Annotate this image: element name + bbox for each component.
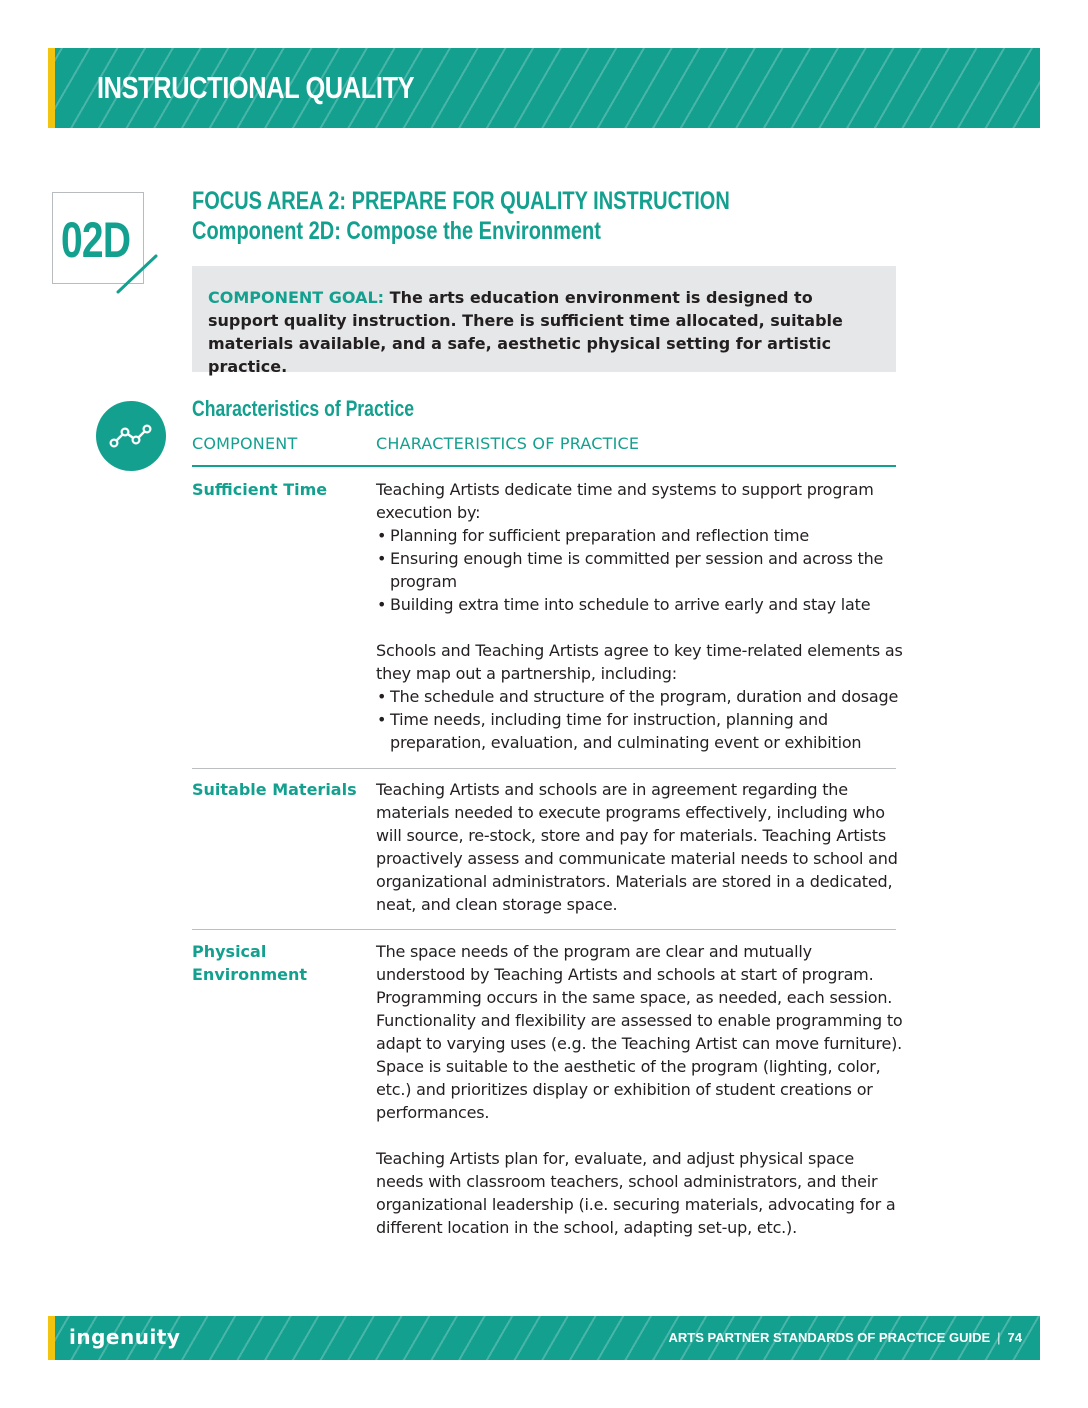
row-body-physical-environment [376,940,904,1239]
practice-bullet: • Building extra time into schedule to arrive early and stay late [376,593,904,616]
row-body-suitable-materials [376,778,904,916]
column-header-characteristics: CHARACTERISTICS OF PRACTICE [376,434,640,453]
ingenuity-logo: ingenuity [69,1325,181,1349]
practice-bullet: • Planning for sufficient preparation and reflection time [376,524,904,547]
practice-bullet-list [376,685,904,754]
header-band [48,48,1040,128]
section-title: INSTRUCTIONAL QUALITY [97,70,415,105]
component-goal-text: The arts education environment is designed to support quality instruction. There is sufficient time allocated, suitable materials available, and a safe, aesthetic physical setting for artistic practice. [208,288,843,376]
footer-separator: | [997,1330,1001,1345]
badge-slash-decoration [116,254,160,294]
footer-band [48,1316,1040,1360]
practice-paragraph: Teaching Artists and schools are in agreement regarding the materials needed to execute programs effectively, including who will source, re-stock, store and pay for materials. Teaching Artists proactively assess and communicate material needs to school and organizational administrators. Materials are stored in a dedicated, neat, and clean storage space. [376,780,898,914]
component-title: Component 2D: Compose the Environment [192,217,601,245]
table-header-rule [192,465,896,467]
practice-bullet-list [376,524,904,616]
page-number: 74 [1007,1330,1022,1345]
row-label-line: Environment [192,965,308,984]
component-goal-label: COMPONENT GOAL: [208,288,385,307]
practice-paragraph: Teaching Artists plan for, evaluate, and adjust physical space needs with classroom teachers, school administrators, and their organizational leadership (i.e. securing materials, advocating for a different location in the school, adapting set-up, etc.). [376,1149,896,1237]
row-label-line: Physical [192,942,267,961]
component-code: 02D [61,212,131,268]
row-divider [192,768,896,769]
footer-guide-info [669,1330,1023,1345]
focus-area-title: FOCUS AREA 2: PREPARE FOR QUALITY INSTRUCTION [192,187,730,215]
practice-block [376,639,904,754]
column-header-component: COMPONENT [192,434,298,453]
practice-bullet: • Time needs, including time for instruction, planning and preparation, evaluation, and culminating event or exhibition [376,708,904,754]
practice-paragraph: The space needs of the program are clear and mutually understood by Teaching Artists and schools at start of program. Programming occurs in the same space, as needed, each session. Functionality and flexibility are assessed to enable programming to adapt to varying uses (e.g. the Teaching Artist can move furniture). Space is suitable to the aesthetic of the program (lighting, color, etc.) and prioritizes display or exhibition of student creations or performances. [376,942,903,1122]
row-label-sufficient-time: Sufficient Time [192,480,328,499]
row-divider [192,929,896,930]
practice-bullet: • Ensuring enough time is committed per session and across the program [376,547,904,593]
component-goal-box [192,266,896,376]
practice-block [376,478,904,616]
row-body-sufficient-time [376,478,904,754]
practice-intro: Teaching Artists dedicate time and systems to support program execution by: [376,480,874,522]
row-label-physical-environment [192,940,307,986]
line-chart-icon [96,401,166,471]
practice-intro: Schools and Teaching Artists agree to key time-related elements as they map out a partnership, including: [376,641,903,683]
guide-title: ARTS PARTNER STANDARDS OF PRACTICE GUIDE [668,1330,991,1345]
characteristics-heading: Characteristics of Practice [192,396,415,421]
row-label-suitable-materials: Suitable Materials [192,780,357,799]
practice-bullet: • The schedule and structure of the program, duration and dosage [376,685,904,708]
component-goal [208,286,880,378]
